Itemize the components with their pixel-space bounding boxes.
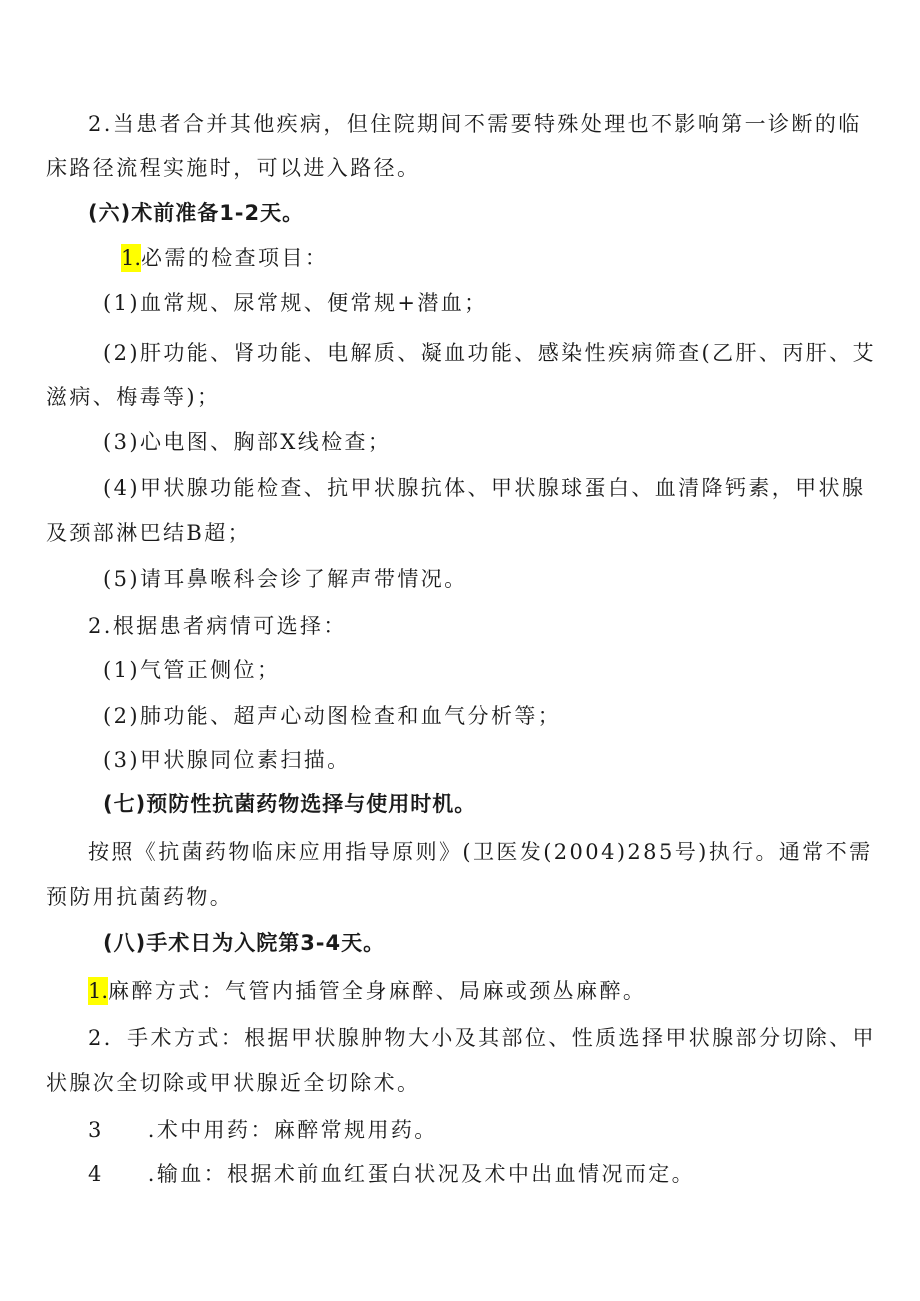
list-item-number: 3 [88, 1118, 104, 1142]
list-item [88, 1160, 695, 1188]
list-item: 2.根据患者病情可选择： [88, 614, 347, 638]
list-item-text: .输血：根据术前血红蛋白状况及术中出血情况而定。 [147, 1162, 696, 1186]
paragraph-line: 及颈部淋巴结B超； [46, 521, 252, 545]
list-item: (2)肝功能、肾功能、电解质、凝血功能、感染性疾病筛查(乙肝、丙肝、艾 [103, 341, 876, 365]
paragraph-line: 床路径流程实施时，可以进入路径。 [46, 156, 421, 180]
list-item [121, 244, 328, 272]
section-heading-7: (七)预防性抗菌药物选择与使用时机。 [103, 792, 477, 816]
section-heading-6: (六)术前准备1-2天。 [88, 201, 305, 225]
list-item: (4)甲状腺功能检查、抗甲状腺抗体、甲状腺球蛋白、血清降钙素，甲状腺 [103, 476, 866, 500]
paragraph-line: 2.当患者合并其他疾病，但住院期间不需要特殊处理也不影响第一诊断的临 [88, 112, 862, 136]
section-heading-8: (八)手术日为入院第3-4天。 [103, 931, 386, 955]
list-item: (5)请耳鼻喉科会诊了解声带情况。 [103, 567, 468, 591]
list-item: (3)甲状腺同位素扫描。 [103, 748, 351, 772]
highlighted-number: 1. [121, 246, 142, 270]
highlighted-number: 1. [88, 979, 109, 1003]
list-item-text: 麻醉方式：气管内插管全身麻醉、局麻或颈丛麻醉。 [108, 979, 647, 1003]
list-item [88, 977, 646, 1005]
list-item-number: 4 [88, 1162, 104, 1186]
list-item: (1)血常规、尿常规、便常规+潜血； [103, 291, 488, 315]
list-item: (1)气管正侧位； [103, 658, 281, 682]
list-item: (3)心电图、胸部X线检查； [103, 430, 392, 454]
list-item: (2)肺功能、超声心动图检查和血气分析等； [103, 704, 562, 728]
paragraph-line: 状腺次全切除或甲状腺近全切除术。 [46, 1071, 421, 1095]
list-item [88, 1116, 438, 1144]
paragraph-line: 预防用抗菌药物。 [46, 885, 234, 909]
paragraph-line: 按照《抗菌药物临床应用指导原则》(卫医发(2004)285号)执行。通常不需 [88, 840, 873, 864]
paragraph-line: 滋病、梅毒等)； [46, 385, 221, 409]
list-item-text: 必需的检查项目： [141, 246, 329, 270]
list-item: 2．手术方式：根据甲状腺肿物大小及其部位、性质选择甲状腺部分切除、甲 [88, 1026, 876, 1050]
list-item-text: .术中用药：麻醉常规用药。 [147, 1118, 438, 1142]
